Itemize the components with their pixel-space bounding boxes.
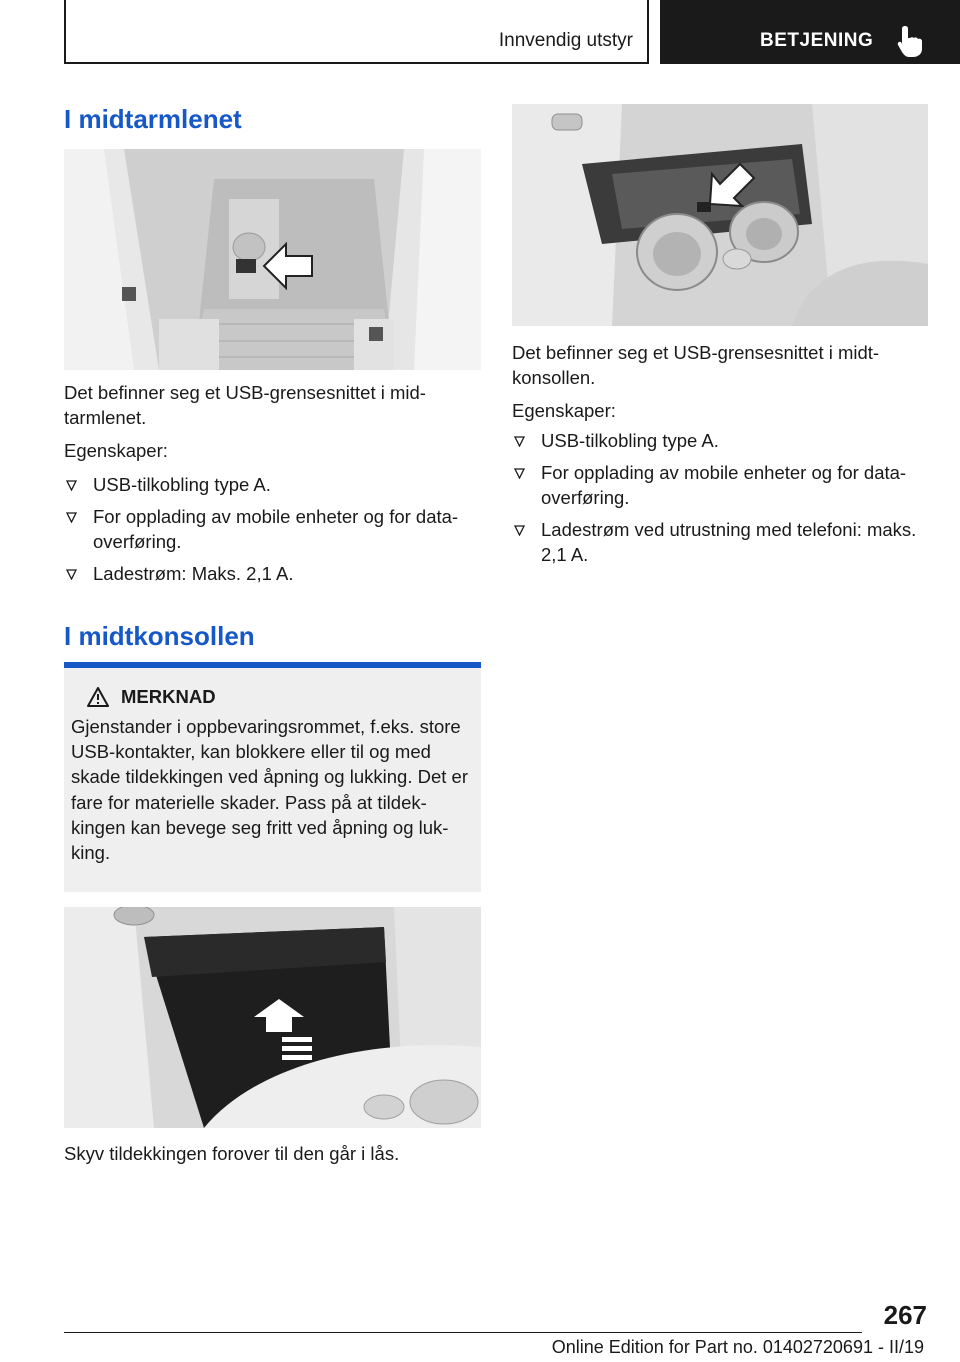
list-item: Ladestrøm: Maks. 2,1 A. — [64, 561, 481, 586]
footer-rule — [64, 1332, 862, 1333]
notice-box — [64, 668, 481, 892]
warning-triangle-icon — [87, 687, 109, 707]
list-item: USB-tilkobling type A. — [64, 472, 481, 497]
figure-console-usb — [512, 104, 928, 326]
heading-midtarmlenet: I midtarmlenet — [64, 104, 242, 134]
props-label-armrest: Egenskaper: — [64, 440, 168, 461]
figure-armrest-usb — [64, 149, 481, 370]
triangle-bullet-icon — [514, 468, 525, 479]
props-label-console: Egenskaper: — [512, 400, 616, 421]
list-item: Ladestrøm ved utrustning med telefoni: maks. 2,1 A. — [512, 517, 928, 567]
list-item: USB-tilkobling type A. — [512, 428, 928, 453]
triangle-bullet-icon — [66, 512, 77, 523]
caption-console-cover: Skyv tildekkingen forover til den går i lås. — [64, 1143, 400, 1164]
bullet-list-armrest — [64, 472, 481, 593]
header-chapter-box — [660, 0, 960, 64]
notice-title: MERKNAD — [121, 686, 216, 707]
footer-edition: Online Edition for Part no. 01402720691 - II/19 — [551, 1337, 924, 1357]
triangle-bullet-icon — [514, 525, 525, 536]
para-console: Det befinner seg et USB-grensesnittet i midt-konsollen. — [512, 342, 880, 388]
para-armrest: Det befinner seg et USB-grensesnittet i mid-tarmlenet. — [64, 382, 426, 428]
figure-console-cover — [64, 907, 481, 1128]
bullet-list-console — [512, 428, 928, 574]
triangle-bullet-icon — [514, 436, 525, 447]
header-section-title: Innvendig utstyr — [498, 30, 633, 51]
header-section-box — [64, 0, 649, 64]
header-chapter-title: BETJENING — [760, 30, 874, 51]
notice-text: Gjenstander i oppbevaringsrommet, f.eks. store USB-kontakter, kan blokkere eller til og med skade tildekkingen ved åpning og lukking. Det er fare for materielle skader. Pass på at tildek-kingen kan bevege seg fritt ved åpning og luk-king. — [71, 716, 468, 864]
list-item: For opplading av mobile enheter og for data-overføring. — [64, 504, 481, 554]
heading-midtkonsollen: I midtkonsollen — [64, 621, 255, 651]
list-item: For opplading av mobile enheter og for data-overføring. — [512, 460, 928, 510]
pointing-hand-icon — [896, 24, 924, 58]
page-number: 267 — [883, 1300, 927, 1330]
triangle-bullet-icon — [66, 480, 77, 491]
triangle-bullet-icon — [66, 569, 77, 580]
